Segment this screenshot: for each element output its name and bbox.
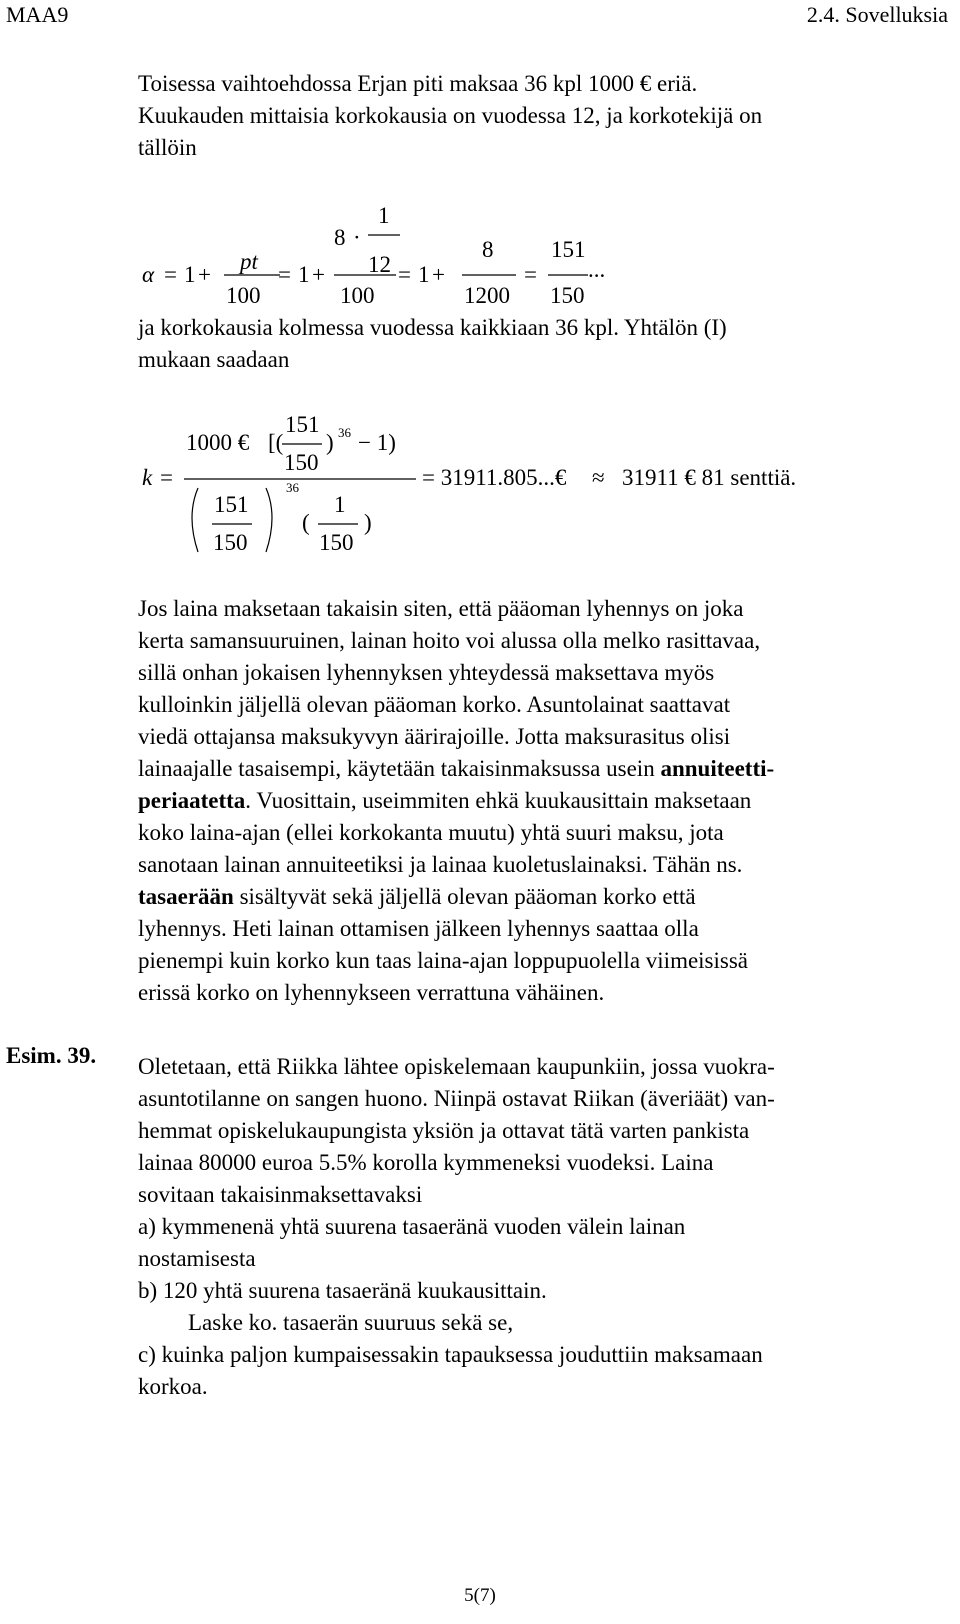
eq1-one-a: 1 (184, 262, 196, 287)
example-line-10: c) kuinka paljon kumpaisessakin tapauksessa jouduttiin maksamaan (138, 1342, 763, 1367)
eq1-inner-num: 1 (378, 203, 390, 228)
body-line-10 (138, 881, 938, 913)
intro-line-1: Toisessa vaihtoehdossa Erjan piti maksaa 36 kpl 1000 € eriä. (138, 71, 698, 96)
eq2-minus1: − 1) (358, 430, 396, 455)
example-line-3: hemmat opiskelukaupungista yksiön ja ottavat tätä varten pankista (138, 1118, 750, 1143)
body-line-2: kerta samansuuruinen, lainan hoito voi alussa olla melko rasittavaa, (138, 628, 761, 653)
eq1-eight-b: 8 (482, 237, 494, 262)
eq2-num-151: 151 (285, 412, 320, 437)
eq2-num-exp: 36 (338, 425, 351, 440)
eq1-eq-c: = (398, 262, 411, 287)
eq1-151: 151 (551, 237, 586, 262)
body-line-13: erissä korko on lyhennykseen verrattuna vähäinen. (138, 980, 605, 1005)
eq2-den-151: 151 (214, 492, 249, 517)
eq2-den-lp: ( (302, 510, 310, 535)
eq1-plus-b: + (312, 262, 325, 287)
body-line-4: kulloinkin jäljellä olevan pääoman korko. Asuntolainat saattavat (138, 692, 731, 717)
example-line-6: a) kymmenenä yhtä suurena tasaeränä vuoden välein lainan (138, 1214, 686, 1239)
mid-line-1: ja korkokausia kolmessa vuodessa kaikkiaan 36 kpl. Yhtälön (I) (138, 315, 727, 340)
eq2-k: k (142, 465, 153, 490)
eq2-result: = 31911.805...€ (422, 465, 567, 490)
body-line-12: pienempi kuin korko kun taas laina-ajan loppupuolella viimeisissä (138, 948, 749, 973)
intro-line-3: tällöin (138, 135, 197, 160)
eq1-100-a: 100 (226, 283, 261, 308)
eq1-eight: 8 (334, 225, 346, 250)
example-line-2: asuntotilanne on sangen huono. Niinpä ostavat Riikan (äveriäät) van- (138, 1086, 775, 1111)
example-indented-line: Laske ko. tasaerän suuruus sekä se, (188, 1310, 514, 1335)
term-tasaeraan: tasaerään (138, 884, 234, 909)
mid-paragraph (138, 312, 938, 376)
example-line-5: sovitaan takaisinmaksettavaksi (138, 1182, 423, 1207)
intro-line-2: Kuukauden mittaisia korkokausia on vuodessa 12, ja korkotekijä on (138, 103, 763, 128)
eq1-twelve: 12 (368, 252, 391, 277)
example-line-9 (138, 1307, 938, 1339)
example-label: Esim. 39. (6, 1043, 97, 1068)
body-line-5: viedä ottajansa maksukyvyn äärirajoille. Jotta maksurasitus olisi (138, 724, 731, 749)
page-number: 5(7) (464, 1585, 496, 1606)
example-paragraph (138, 1051, 938, 1403)
body-line-6 (138, 753, 938, 785)
mid-line-2: mukaan saadaan (138, 347, 290, 372)
eq1-plus-c: + (432, 262, 445, 287)
term-annuiteetti: annuiteetti- (660, 756, 775, 781)
intro-paragraph (138, 68, 938, 164)
eq1-plus-a: + (198, 262, 211, 287)
eq2-den-150: 150 (213, 530, 248, 555)
eq2-approx: ≈ (592, 465, 605, 490)
example-line-8: b) 120 yhtä suurena tasaeränä kuukausittain. (138, 1278, 547, 1303)
body-line-7 (138, 785, 938, 817)
example-line-4: lainaa 80000 euroa 5.5% korolla kymmeneksi vuodeksi. Laina (138, 1150, 714, 1175)
eq1-eq-b: = (278, 262, 291, 287)
body-line-3: sillä onhan jokaisen lyhennyksen yhteydessä maksettava myös (138, 660, 715, 685)
eq1-dots: ... (588, 257, 606, 282)
eq1-pt: pt (240, 249, 258, 274)
eq1-one-c: 1 (418, 262, 430, 287)
alpha-equation (0, 195, 960, 315)
eq2-den-rp: ) (364, 510, 372, 535)
eq2-den-one: 1 (334, 492, 346, 517)
k-equation (0, 400, 960, 570)
eq2-1000: 1000 € (186, 430, 250, 455)
example-line-7: nostamisesta (138, 1246, 256, 1271)
eq2-bracket: [( (268, 430, 284, 455)
eq1-150: 150 (550, 283, 585, 308)
header-course: MAA9 (6, 2, 69, 27)
body-paragraph (138, 593, 938, 1009)
example-line-11: korkoa. (138, 1374, 208, 1399)
body-line-7-text: . Vuosittain, useimmiten ehkä kuukausittain maksetaan (245, 788, 752, 813)
term-periaatetta: periaatetta (138, 788, 246, 813)
body-line-11: lyhennys. Heti lainan ottamisen jälkeen lyhennys saattaa olla (138, 916, 699, 941)
eq1-1200: 1200 (464, 283, 510, 308)
body-line-1: Jos laina maksetaan takaisin siten, että pääoman lyhennys on joka (138, 596, 744, 621)
example-line-1: Oletetaan, että Riikka lähtee opiskelemaan kaupunkiin, jossa vuokra- (138, 1054, 775, 1079)
body-line-8: koko laina-ajan (ellei korkokanta muutu) yhtä suuri maksu, jota (138, 820, 724, 845)
eq1-alpha: α (142, 262, 155, 287)
eq2-den-150b: 150 (319, 530, 354, 555)
body-line-9: sanotaan lainan annuiteetiksi ja lainaa kuoletuslainaksi. Tähän ns. (138, 852, 743, 877)
eq2-den-exp: 36 (286, 480, 299, 495)
body-line-6-text: lainaajalle tasaisempi, käytetään takaisinmaksussa usein (138, 756, 661, 781)
eq1-eq-a: = (164, 262, 177, 287)
eq2-right-paren (266, 488, 272, 552)
header-section: 2.4. Sovelluksia (806, 2, 948, 27)
eq1-one-b: 1 (298, 262, 310, 287)
eq2-eq: = (160, 465, 173, 490)
eq2-rp: ) (326, 430, 334, 455)
eq2-approx-value: 31911 € 81 senttiä. (622, 465, 797, 490)
eq1-dot: · (353, 225, 361, 250)
eq1-eq-d: = (524, 262, 537, 287)
body-line-10-text: sisältyvät sekä jäljellä olevan pääoman korko että (233, 884, 696, 909)
eq2-left-paren (192, 488, 198, 552)
eq2-num-150: 150 (284, 450, 319, 475)
eq1-100-b: 100 (340, 283, 375, 308)
